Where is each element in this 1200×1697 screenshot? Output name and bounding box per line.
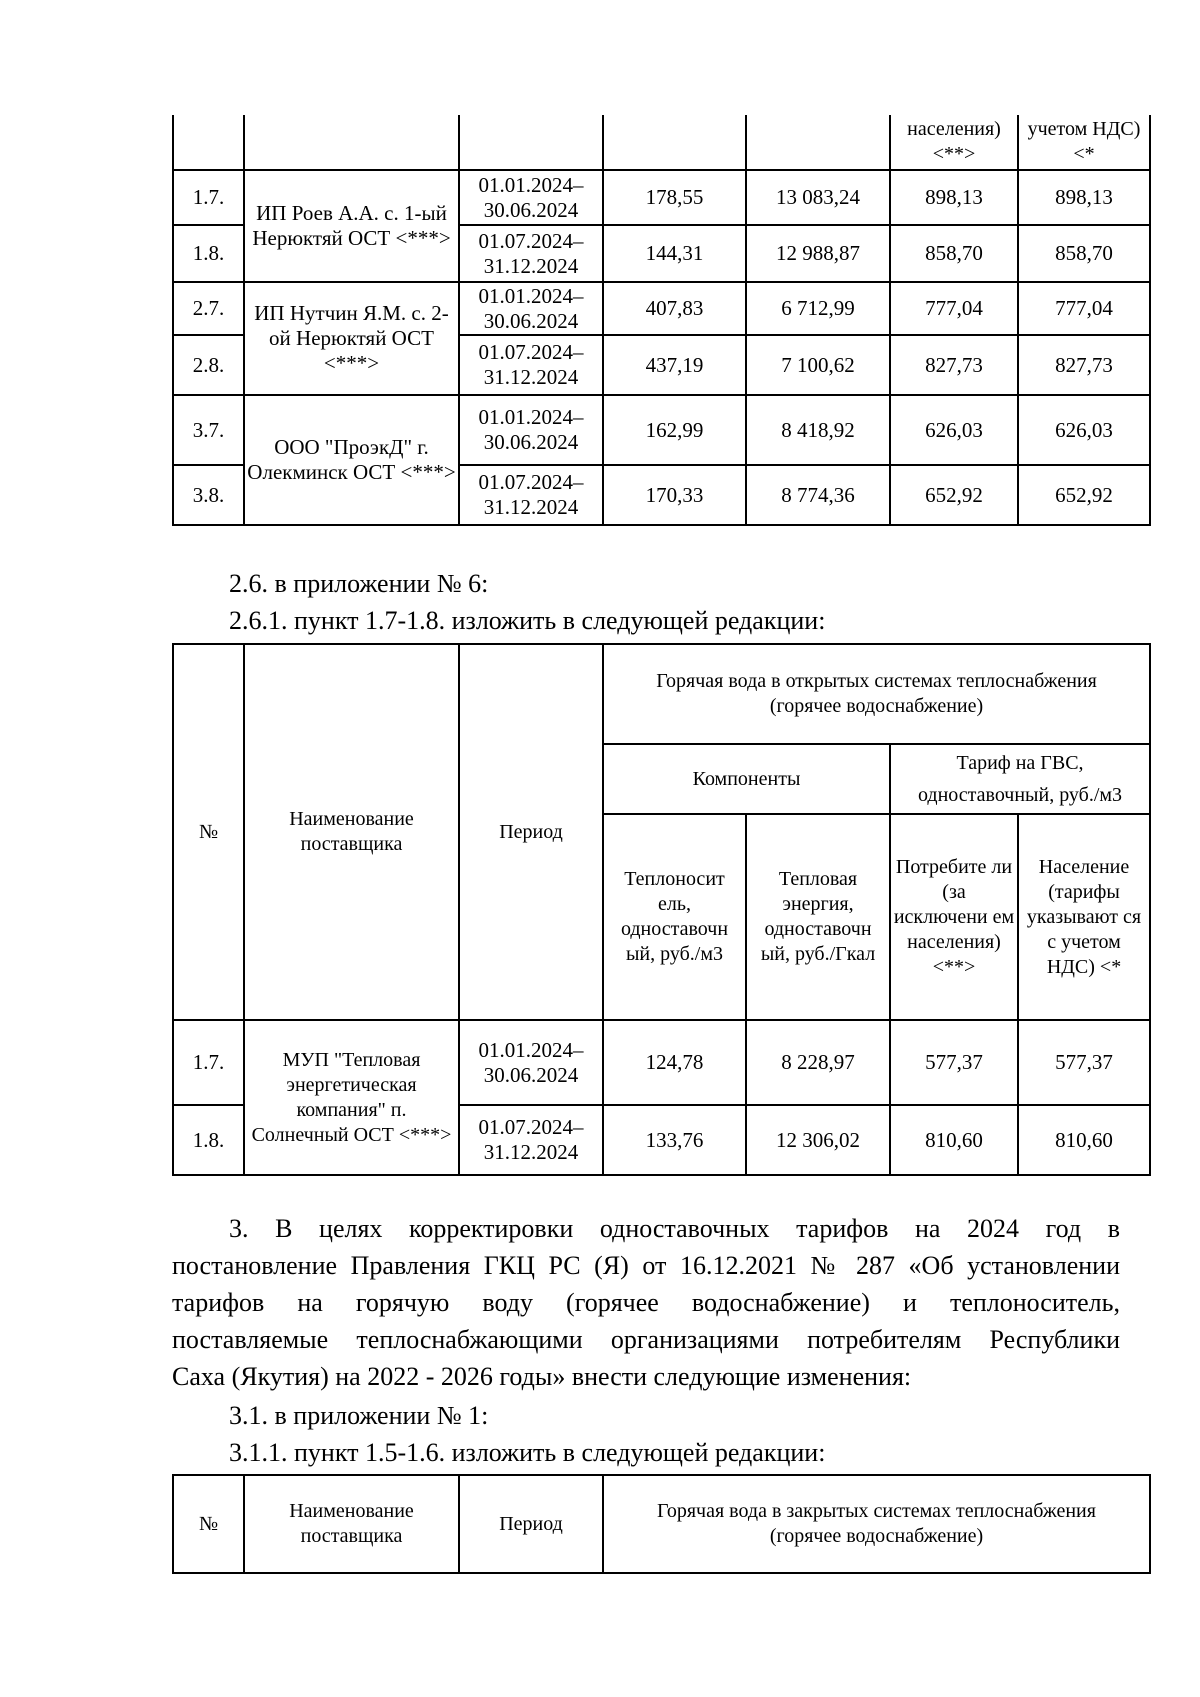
heat-energy-value: 7 100,62	[746, 335, 890, 395]
paragraph-line: Саха (Якутия) на 2022 - 2026 годы» внести следующие изменения:	[172, 1362, 912, 1391]
section-2-6-title: 2.6. в приложении № 6:	[229, 569, 489, 598]
header-population-tail: учетом НДС) <*	[1018, 115, 1150, 170]
heat-energy-value: 8 228,97	[746, 1020, 890, 1105]
table-header-tail-row	[173, 115, 1150, 170]
heat-energy-value: 12 988,87	[746, 225, 890, 282]
heat-energy-value: 13 083,24	[746, 170, 890, 225]
table-row	[173, 395, 1150, 465]
section-3-1-title: 3.1. в приложении № 1:	[229, 1401, 489, 1430]
header-hot-water-closed: Горячая вода в закрытых системах теплоснабжения (горячее водоснабжение)	[603, 1475, 1150, 1573]
section-3-1-1-subtitle: 3.1.1. пункт 1.5-1.6. изложить в следующей редакции:	[229, 1438, 826, 1467]
header-supplier: Наименование поставщика	[244, 644, 459, 1020]
period-cell: 01.01.2024–30.06.2024	[459, 170, 603, 225]
heat-carrier-value: 178,55	[603, 170, 746, 225]
header-population: Население (тарифы указывают ся с учетом НДС) <*	[1018, 814, 1150, 1020]
row-number: 2.8.	[173, 335, 244, 395]
population-tariff: 810,60	[1018, 1105, 1150, 1175]
consumers-tariff: 858,70	[890, 225, 1018, 282]
header-heat-energy: Тепловая энергия, одноставочн ый, руб./Гкал	[746, 814, 890, 1020]
population-tariff: 898,13	[1018, 170, 1150, 225]
header-cell-empty	[173, 115, 244, 170]
header-consumers-tail: населения) <**>	[890, 115, 1018, 170]
heat-carrier-value: 133,76	[603, 1105, 746, 1175]
period-cell: 01.07.2024–31.12.2024	[459, 465, 603, 525]
header-cell-empty	[244, 115, 459, 170]
period-cell: 01.07.2024–31.12.2024	[459, 225, 603, 282]
heat-carrier-value: 162,99	[603, 395, 746, 465]
tariff-table-1	[172, 115, 1151, 526]
heat-carrier-value: 437,19	[603, 335, 746, 395]
header-tariff-gvs: Тариф на ГВС, одноставочный, руб./м3	[890, 744, 1150, 814]
supplier-name: ИП Роев А.А. с. 1-ый Нерюктяй ОСТ <***>	[244, 170, 459, 282]
consumers-tariff: 652,92	[890, 465, 1018, 525]
header-cell-empty	[603, 115, 746, 170]
heat-energy-value: 8 418,92	[746, 395, 890, 465]
row-number: 1.7.	[173, 1020, 244, 1105]
table-row	[173, 170, 1150, 225]
table-row	[173, 282, 1150, 335]
consumers-tariff: 827,73	[890, 335, 1018, 395]
paragraph-line: 3. В целях корректировки одноставочных тарифов на 2024 год в	[229, 1214, 1120, 1243]
heat-carrier-value: 170,33	[603, 465, 746, 525]
heat-carrier-value: 407,83	[603, 282, 746, 335]
consumers-tariff: 777,04	[890, 282, 1018, 335]
consumers-tariff: 577,37	[890, 1020, 1018, 1105]
heat-carrier-value: 124,78	[603, 1020, 746, 1105]
paragraph-line: поставляемые теплоснабжающими организациями потребителям Республики	[172, 1325, 1120, 1354]
header-heat-carrier: Теплоносит ель, одноставочн ый, руб./м3	[603, 814, 746, 1020]
population-tariff: 577,37	[1018, 1020, 1150, 1105]
row-number: 1.8.	[173, 1105, 244, 1175]
tariff-table-2	[172, 643, 1151, 1176]
population-tariff: 652,92	[1018, 465, 1150, 525]
population-tariff: 626,03	[1018, 395, 1150, 465]
period-cell: 01.01.2024–30.06.2024	[459, 282, 603, 335]
consumers-tariff: 626,03	[890, 395, 1018, 465]
paragraph-line: постановление Правления ГКЦ РС (Я) от 16.12.2021 № 287 «Об установлении	[172, 1251, 1120, 1280]
paragraph-line: тарифов на горячую воду (горячее водоснабжение) и теплоноситель,	[172, 1288, 1120, 1317]
population-tariff: 858,70	[1018, 225, 1150, 282]
header-components: Компоненты	[603, 744, 890, 814]
row-number: 1.7.	[173, 170, 244, 225]
period-cell: 01.07.2024–31.12.2024	[459, 1105, 603, 1175]
heat-carrier-value: 144,31	[603, 225, 746, 282]
consumers-tariff: 810,60	[890, 1105, 1018, 1175]
row-number: 3.8.	[173, 465, 244, 525]
heat-energy-value: 6 712,99	[746, 282, 890, 335]
section-3-paragraph	[172, 1210, 1120, 1395]
header-period: Период	[459, 1475, 603, 1573]
header-period: Период	[459, 644, 603, 1020]
row-number: 3.7.	[173, 395, 244, 465]
header-cell-empty	[746, 115, 890, 170]
header-number: №	[173, 1475, 244, 1573]
heat-energy-value: 12 306,02	[746, 1105, 890, 1175]
supplier-name: ООО "ПроэкД" г. Олекминск ОСТ <***>	[244, 395, 459, 525]
row-number: 2.7.	[173, 282, 244, 335]
period-cell: 01.07.2024–31.12.2024	[459, 335, 603, 395]
header-consumers: Потребите ли (за исключени ем населения) <**>	[890, 814, 1018, 1020]
consumers-tariff: 898,13	[890, 170, 1018, 225]
population-tariff: 827,73	[1018, 335, 1150, 395]
period-cell: 01.01.2024–30.06.2024	[459, 395, 603, 465]
header-hot-water-open: Горячая вода в открытых системах теплоснабжения (горячее водоснабжение)	[603, 644, 1150, 744]
section-2-6-subtitle: 2.6.1. пункт 1.7-1.8. изложить в следующей редакции:	[229, 606, 826, 635]
header-supplier: Наименование поставщика	[244, 1475, 459, 1573]
heat-energy-value: 8 774,36	[746, 465, 890, 525]
header-number: №	[173, 644, 244, 1020]
table-row	[173, 1020, 1150, 1105]
table-header-row	[173, 1475, 1150, 1573]
table-header-row	[173, 644, 1150, 744]
supplier-name: МУП "Тепловая энергетическая компания" п. Солнечный ОСТ <***>	[244, 1020, 459, 1175]
period-cell: 01.01.2024–30.06.2024	[459, 1020, 603, 1105]
tariff-table-3	[172, 1474, 1151, 1574]
supplier-name: ИП Нутчин Я.М. с. 2-ой Нерюктяй ОСТ <***>	[244, 282, 459, 395]
row-number: 1.8.	[173, 225, 244, 282]
population-tariff: 777,04	[1018, 282, 1150, 335]
header-cell-empty	[459, 115, 603, 170]
